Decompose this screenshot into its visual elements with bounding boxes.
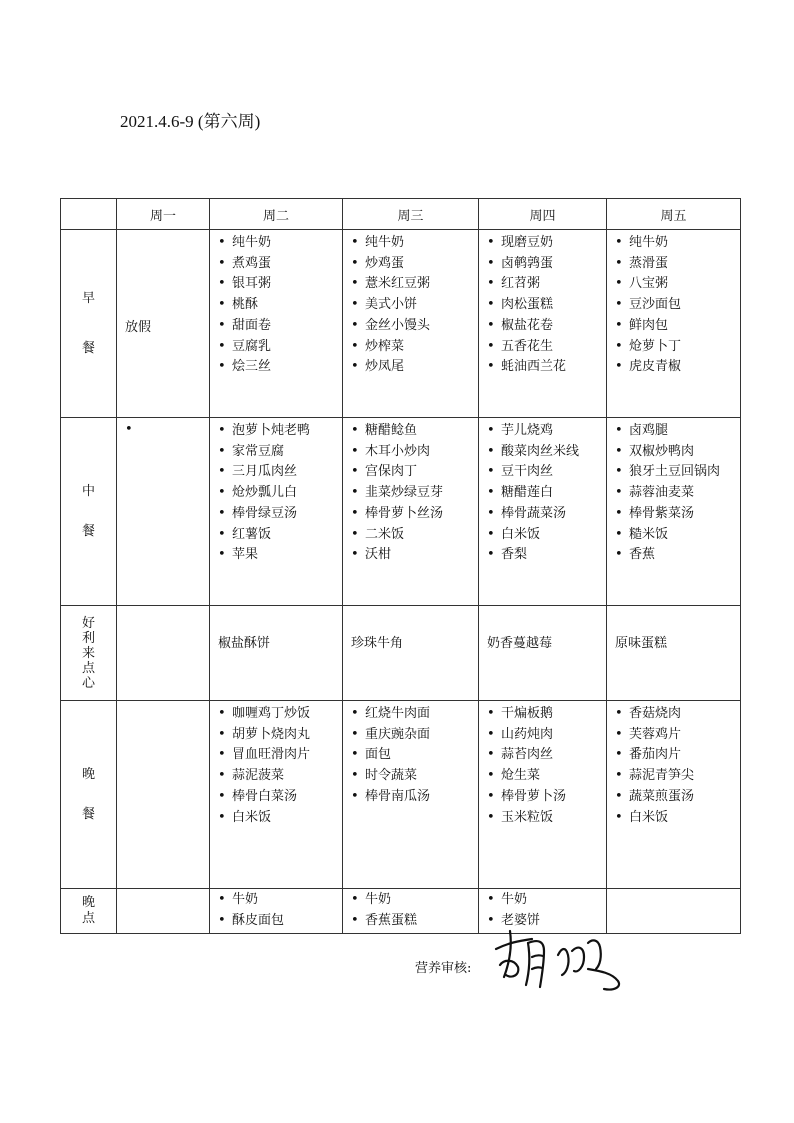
late-snack-mon <box>117 889 210 934</box>
breakfast-label: 早 餐 <box>61 230 117 418</box>
menu-item: • 红苕粥 <box>487 274 606 295</box>
dinner-fri <box>607 701 741 889</box>
menu-item: • 白米饭 <box>218 808 342 829</box>
menu-item: • 香菇烧肉 <box>615 704 740 725</box>
menu-item-list <box>607 230 740 378</box>
menu-item: • 蚝油西兰花 <box>487 357 606 378</box>
dinner-thu <box>479 701 607 889</box>
menu-item: • 蒜苔肉丝 <box>487 745 606 766</box>
breakfast-thu <box>479 230 607 418</box>
menu-item: • 炒鸡蛋 <box>351 254 478 275</box>
lunch-row <box>61 418 741 606</box>
snack-mon <box>117 606 210 701</box>
snack-wed: 珍珠牛角 <box>343 606 479 701</box>
menu-item: • 薏米红豆粥 <box>351 274 478 295</box>
menu-item: • 豆干肉丝 <box>487 462 606 483</box>
menu-item-list <box>343 418 478 566</box>
menu-item: • 宫保肉丁 <box>351 462 478 483</box>
snack-row <box>61 606 741 701</box>
header-fri: 周五 <box>607 199 741 230</box>
menu-item: • 面包 <box>351 745 478 766</box>
menu-item: • 胡萝卜烧肉丸 <box>218 725 342 746</box>
menu-item: • 泡萝卜炖老鸭 <box>218 421 342 442</box>
menu-item: • 冒血旺滑肉片 <box>218 745 342 766</box>
menu-item: • 炝生菜 <box>487 766 606 787</box>
menu-item-list <box>479 230 606 378</box>
snack-tue: 椒盐酥饼 <box>210 606 343 701</box>
menu-item: • 棒骨南瓜汤 <box>351 787 478 808</box>
menu-item: • 蒜蓉油麦菜 <box>615 483 740 504</box>
menu-item-list <box>210 418 342 566</box>
lunch-fri <box>607 418 741 606</box>
menu-item: • 苹果 <box>218 545 342 566</box>
menu-item: • 煮鸡蛋 <box>218 254 342 275</box>
menu-item: • 木耳小炒肉 <box>351 442 478 463</box>
menu-item: • 香蕉 <box>615 545 740 566</box>
menu-item: • 鲜肉包 <box>615 316 740 337</box>
breakfast-mon <box>117 230 210 418</box>
breakfast-fri <box>607 230 741 418</box>
menu-item-list <box>210 889 342 931</box>
menu-item: • 纯牛奶 <box>218 233 342 254</box>
menu-item: • 炒榨菜 <box>351 337 478 358</box>
menu-item: • 棒骨蔬菜汤 <box>487 504 606 525</box>
handwritten-signature <box>488 925 638 995</box>
menu-item: • 家常豆腐 <box>218 442 342 463</box>
menu-item: • 狼牙土豆回锅肉 <box>615 462 740 483</box>
late-snack-label: 晚 点 <box>61 889 117 934</box>
dinner-mon <box>117 701 210 889</box>
menu-item: • 时令蔬菜 <box>351 766 478 787</box>
menu-item: • 蒜泥菠菜 <box>218 766 342 787</box>
menu-item: • 银耳粥 <box>218 274 342 295</box>
lunch-mon <box>117 418 210 606</box>
header-tue: 周二 <box>210 199 343 230</box>
menu-item: • 纯牛奶 <box>351 233 478 254</box>
menu-item: • 芙蓉鸡片 <box>615 725 740 746</box>
page-title: 2021.4.6-9 (第六周) <box>120 112 261 131</box>
menu-item: • 咖喱鸡丁炒饭 <box>218 704 342 725</box>
menu-item: • 棒骨萝卜丝汤 <box>351 504 478 525</box>
menu-item: • 红薯饭 <box>218 525 342 546</box>
late-snack-wed <box>343 889 479 934</box>
breakfast-wed <box>343 230 479 418</box>
menu-item: • 蔬菜煎蛋汤 <box>615 787 740 808</box>
snack-fri: 原味蛋糕 <box>607 606 741 701</box>
menu-item-list <box>210 230 342 378</box>
menu-item: • 棒骨白菜汤 <box>218 787 342 808</box>
menu-item: • 烩三丝 <box>218 357 342 378</box>
menu-item-list <box>343 701 478 808</box>
snack-label: 好 利 来 点 心 <box>61 606 117 701</box>
menu-item: • 双椒炒鸭肉 <box>615 442 740 463</box>
menu-item: • 芋儿烧鸡 <box>487 421 606 442</box>
menu-item: • 韭菜炒绿豆芽 <box>351 483 478 504</box>
menu-item: • 三月瓜肉丝 <box>218 462 342 483</box>
menu-item: • 现磨豆奶 <box>487 233 606 254</box>
menu-item: • 豆沙面包 <box>615 295 740 316</box>
menu-item: • 牛奶 <box>351 890 478 911</box>
menu-item: • 卤鸡腿 <box>615 421 740 442</box>
signature-label: 营养审核: <box>415 961 472 976</box>
menu-item: • 糖醋鲶鱼 <box>351 421 478 442</box>
header-mon: 周一 <box>117 199 210 230</box>
menu-item: • 沃柑 <box>351 545 478 566</box>
snack-thu: 奶香蔓越莓 <box>479 606 607 701</box>
menu-item: • 炝炒瓢儿白 <box>218 483 342 504</box>
menu-item: • 五香花生 <box>487 337 606 358</box>
header-row <box>61 199 741 230</box>
menu-item: • 卤鹌鹑蛋 <box>487 254 606 275</box>
menu-item: • 椒盐花卷 <box>487 316 606 337</box>
breakfast-row <box>61 230 741 418</box>
header-thu: 周四 <box>479 199 607 230</box>
menu-item: • 香梨 <box>487 545 606 566</box>
dinner-label: 晚 餐 <box>61 701 117 889</box>
menu-item: • 白米饭 <box>487 525 606 546</box>
late-snack-row <box>61 889 741 934</box>
dinner-tue <box>210 701 343 889</box>
menu-item: • 炒凤尾 <box>351 357 478 378</box>
menu-item: • 虎皮青椒 <box>615 357 740 378</box>
menu-item: • 老婆饼 <box>487 911 606 932</box>
lunch-tue <box>210 418 343 606</box>
menu-item: • 桃酥 <box>218 295 342 316</box>
menu-item: • 炝萝卜丁 <box>615 337 740 358</box>
menu-item: • 纯牛奶 <box>615 233 740 254</box>
corner-cell <box>61 199 117 230</box>
lunch-wed <box>343 418 479 606</box>
weekly-menu-table <box>60 198 741 934</box>
header-wed: 周三 <box>343 199 479 230</box>
dinner-wed <box>343 701 479 889</box>
menu-item: • 红烧牛肉面 <box>351 704 478 725</box>
menu-item: • 玉米粒饭 <box>487 808 606 829</box>
lunch-thu <box>479 418 607 606</box>
empty-bullet: • <box>125 422 133 437</box>
menu-item: • 酥皮面包 <box>218 911 342 932</box>
menu-item: • 肉松蛋糕 <box>487 295 606 316</box>
menu-item: • 番茄肉片 <box>615 745 740 766</box>
lunch-label: 中 餐 <box>61 418 117 606</box>
menu-item: • 香蕉蛋糕 <box>351 911 478 932</box>
menu-item: • 蒜泥青笋尖 <box>615 766 740 787</box>
menu-item: • 牛奶 <box>218 890 342 911</box>
menu-item-list <box>479 418 606 566</box>
dinner-row <box>61 701 741 889</box>
menu-item: • 白米饭 <box>615 808 740 829</box>
menu-item: • 棒骨绿豆汤 <box>218 504 342 525</box>
menu-item: • 豆腐乳 <box>218 337 342 358</box>
menu-item-list <box>607 701 740 828</box>
menu-item-list <box>343 889 478 931</box>
menu-item: • 甜面卷 <box>218 316 342 337</box>
holiday-note: 放假 <box>125 320 152 335</box>
menu-item-list <box>479 701 606 828</box>
menu-item: • 美式小饼 <box>351 295 478 316</box>
menu-item-list <box>607 418 740 566</box>
menu-item: • 山药炖肉 <box>487 725 606 746</box>
menu-item: • 干煸板鹅 <box>487 704 606 725</box>
menu-item: • 糖醋莲白 <box>487 483 606 504</box>
menu-item: • 二米饭 <box>351 525 478 546</box>
menu-item: • 蒸滑蛋 <box>615 254 740 275</box>
menu-item: • 棒骨紫菜汤 <box>615 504 740 525</box>
late-snack-tue <box>210 889 343 934</box>
menu-item: • 酸菜肉丝米线 <box>487 442 606 463</box>
menu-item: • 棒骨萝卜汤 <box>487 787 606 808</box>
menu-item-list <box>343 230 478 378</box>
menu-item: • 金丝小馒头 <box>351 316 478 337</box>
breakfast-tue <box>210 230 343 418</box>
menu-item: • 重庆豌杂面 <box>351 725 478 746</box>
menu-item: • 八宝粥 <box>615 274 740 295</box>
menu-item: • 牛奶 <box>487 890 606 911</box>
menu-item-list <box>210 701 342 828</box>
menu-item: • 糙米饭 <box>615 525 740 546</box>
